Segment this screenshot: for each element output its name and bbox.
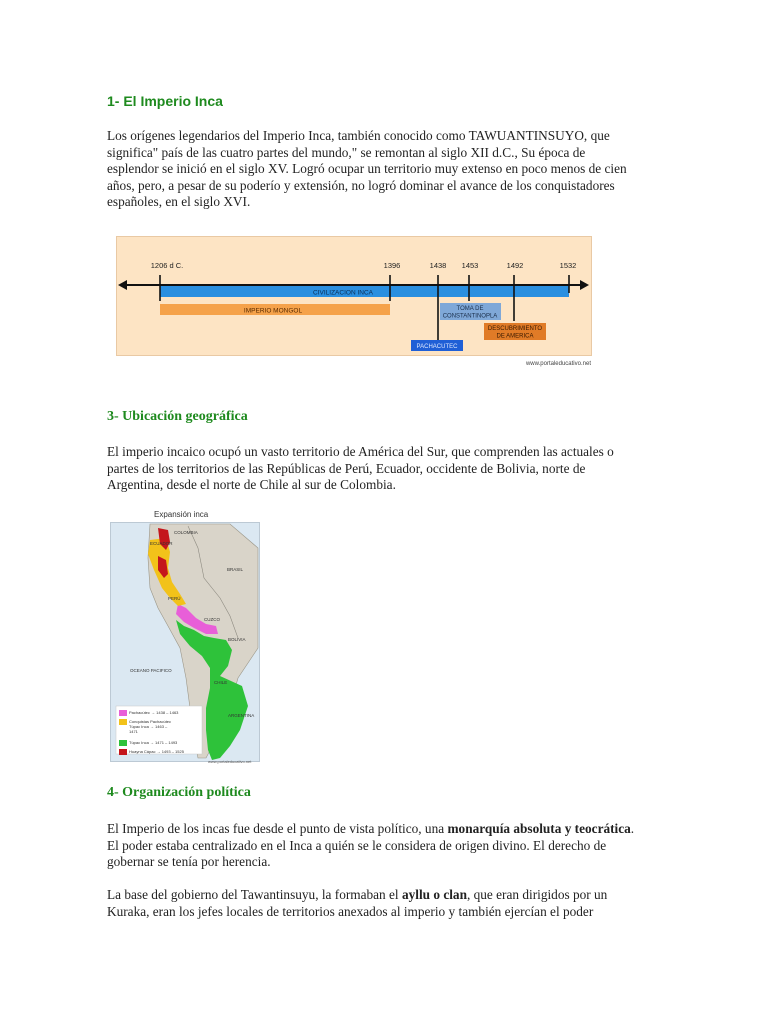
label-civilizacion-inca: CIVILIZACION INCA — [313, 289, 373, 297]
legend-text: Conquistas Pachacútec Túpac Inca — [129, 719, 172, 729]
timeline-svg — [113, 233, 594, 367]
paragraph-organizacion-2 — [107, 887, 667, 920]
legend-label-tupac-inca — [129, 740, 177, 745]
legend-range: → 1493 – 1525 — [156, 749, 184, 754]
timeline-source: www.portaleducativo.net — [525, 361, 591, 367]
map-label-cuzco: CUZCO — [204, 617, 220, 622]
paragraph-ubicacion — [107, 444, 667, 494]
text-run: La base del gobierno del Tawantinsuyu, la formaban el — [107, 887, 402, 902]
map-figure — [110, 508, 260, 766]
timeline-figure — [113, 233, 594, 367]
legend-swatch-tupac-inca — [119, 740, 127, 746]
bold-term-ayllu: ayllu o clan — [401, 887, 467, 902]
text-line: significa" país de las cuatro partes del mundo," se remontan al siglo XII d.C., Su época de — [107, 144, 586, 160]
legend-text: Túpac Inca — [129, 740, 149, 745]
text-line: españoles, en el siglo XVI. — [107, 194, 251, 210]
map-label-argentina: ARGENTINA — [228, 713, 255, 718]
map-label-oceano: OCEANO PACIFICO — [130, 668, 172, 673]
legend-text: Huayna Cápac — [129, 749, 156, 754]
label-constantinopla: CONSTANTINOPLA — [442, 313, 498, 320]
map-label-brasil: BRASIL — [227, 567, 244, 572]
text-line: Argentina, desde el norte de Chile al sur de Colombia. — [107, 477, 396, 493]
bold-term-monarquia: monarquía absoluta y teocrática — [447, 821, 631, 836]
map-label-ecuador: ECUADOR — [150, 541, 173, 546]
text-line: El imperio incaico ocupó un vasto territorio de América del Sur, que comprenden las actuales o — [107, 444, 614, 459]
legend-text: Pachacútec — [129, 710, 150, 715]
text-run: , que eran dirigidos por un — [466, 887, 608, 902]
year-label-1532: 1532 — [559, 261, 577, 270]
text-line — [107, 887, 667, 904]
text-line — [107, 821, 667, 838]
text-line: Los orígenes legendarios del Imperio Inca, también conocido como TAWUANTINSUYO, que — [107, 128, 610, 143]
text-line: El poder estaba centralizado en el Inca a quién se le considera de origen divino. El derecho de — [107, 837, 607, 853]
map-label-bolivia: BOLIVIA — [228, 637, 246, 642]
map-source: www.portaleducativo.net — [208, 759, 252, 764]
legend-label-conquistas — [129, 719, 175, 734]
year-label-1438: 1438 — [429, 261, 447, 270]
label-toma-de: TOMA DE — [456, 306, 484, 312]
year-label-1492: 1492 — [506, 261, 524, 270]
text-line: esplendor se inició en el siglo XV. Logró ocupar un territorio muy extenso en poco menos de cien — [107, 161, 627, 177]
label-pachacutec: PACHACUTEC — [416, 344, 458, 350]
map-label-peru: PERÚ — [168, 596, 181, 601]
map-title: Expansión inca — [154, 510, 209, 519]
map-label-colombia: COLOMBIA — [174, 530, 198, 535]
axis-arrow-left — [118, 280, 127, 290]
legend-swatch-huayna-capac — [119, 749, 127, 755]
legend-swatch-pachacutec — [119, 710, 127, 716]
legend-range: → 1438 – 1463 — [151, 710, 179, 715]
legend-label-pachacutec — [129, 710, 178, 715]
year-label-1206: 1206 d C. — [150, 261, 184, 270]
legend-range: → 1463 – 1471 — [129, 724, 168, 734]
text-line: partes de los territorios de las Repúblicas de Perú, Ecuador, occidente de Bolivia, norte de — [107, 460, 586, 476]
section-heading-ubicacion: 3- Ubicación geográfica — [107, 409, 248, 424]
paragraph-imperio-inca — [107, 128, 667, 211]
legend-swatch-conquistas — [119, 719, 127, 725]
axis-arrow-right — [580, 280, 589, 290]
year-label-1453: 1453 — [461, 261, 479, 270]
label-de-america: DE AMERICA — [496, 333, 534, 340]
text-line: gobernar se tenía por herencia. — [107, 854, 271, 870]
label-imperio-mongol: IMPERIO MONGOL — [243, 307, 303, 315]
text-line: Kuraka, eran los jefes locales de territorios anexados al imperio y también ejercían el poder — [107, 903, 594, 919]
text-run: El Imperio de los incas fue desde el punto de vista político, una — [107, 821, 448, 836]
text-run: . — [630, 821, 635, 836]
section-heading-organizacion: 4- Organización política — [107, 785, 251, 800]
paragraph-organizacion-1 — [107, 821, 667, 871]
legend-range: → 1471 – 1493 — [149, 740, 178, 745]
text-line: años, pero, a pesar de su poderío y extensión, no logró dominar el avance de los conquistadores — [107, 177, 615, 193]
legend-label-huayna-capac — [129, 749, 184, 754]
section-heading-imperio-inca: 1- El Imperio Inca — [107, 93, 223, 109]
year-label-1396: 1396 — [383, 261, 401, 270]
label-descubrimiento: DESCUBRIMIENTO — [487, 326, 543, 332]
map-label-chile: CHILE — [214, 680, 228, 685]
